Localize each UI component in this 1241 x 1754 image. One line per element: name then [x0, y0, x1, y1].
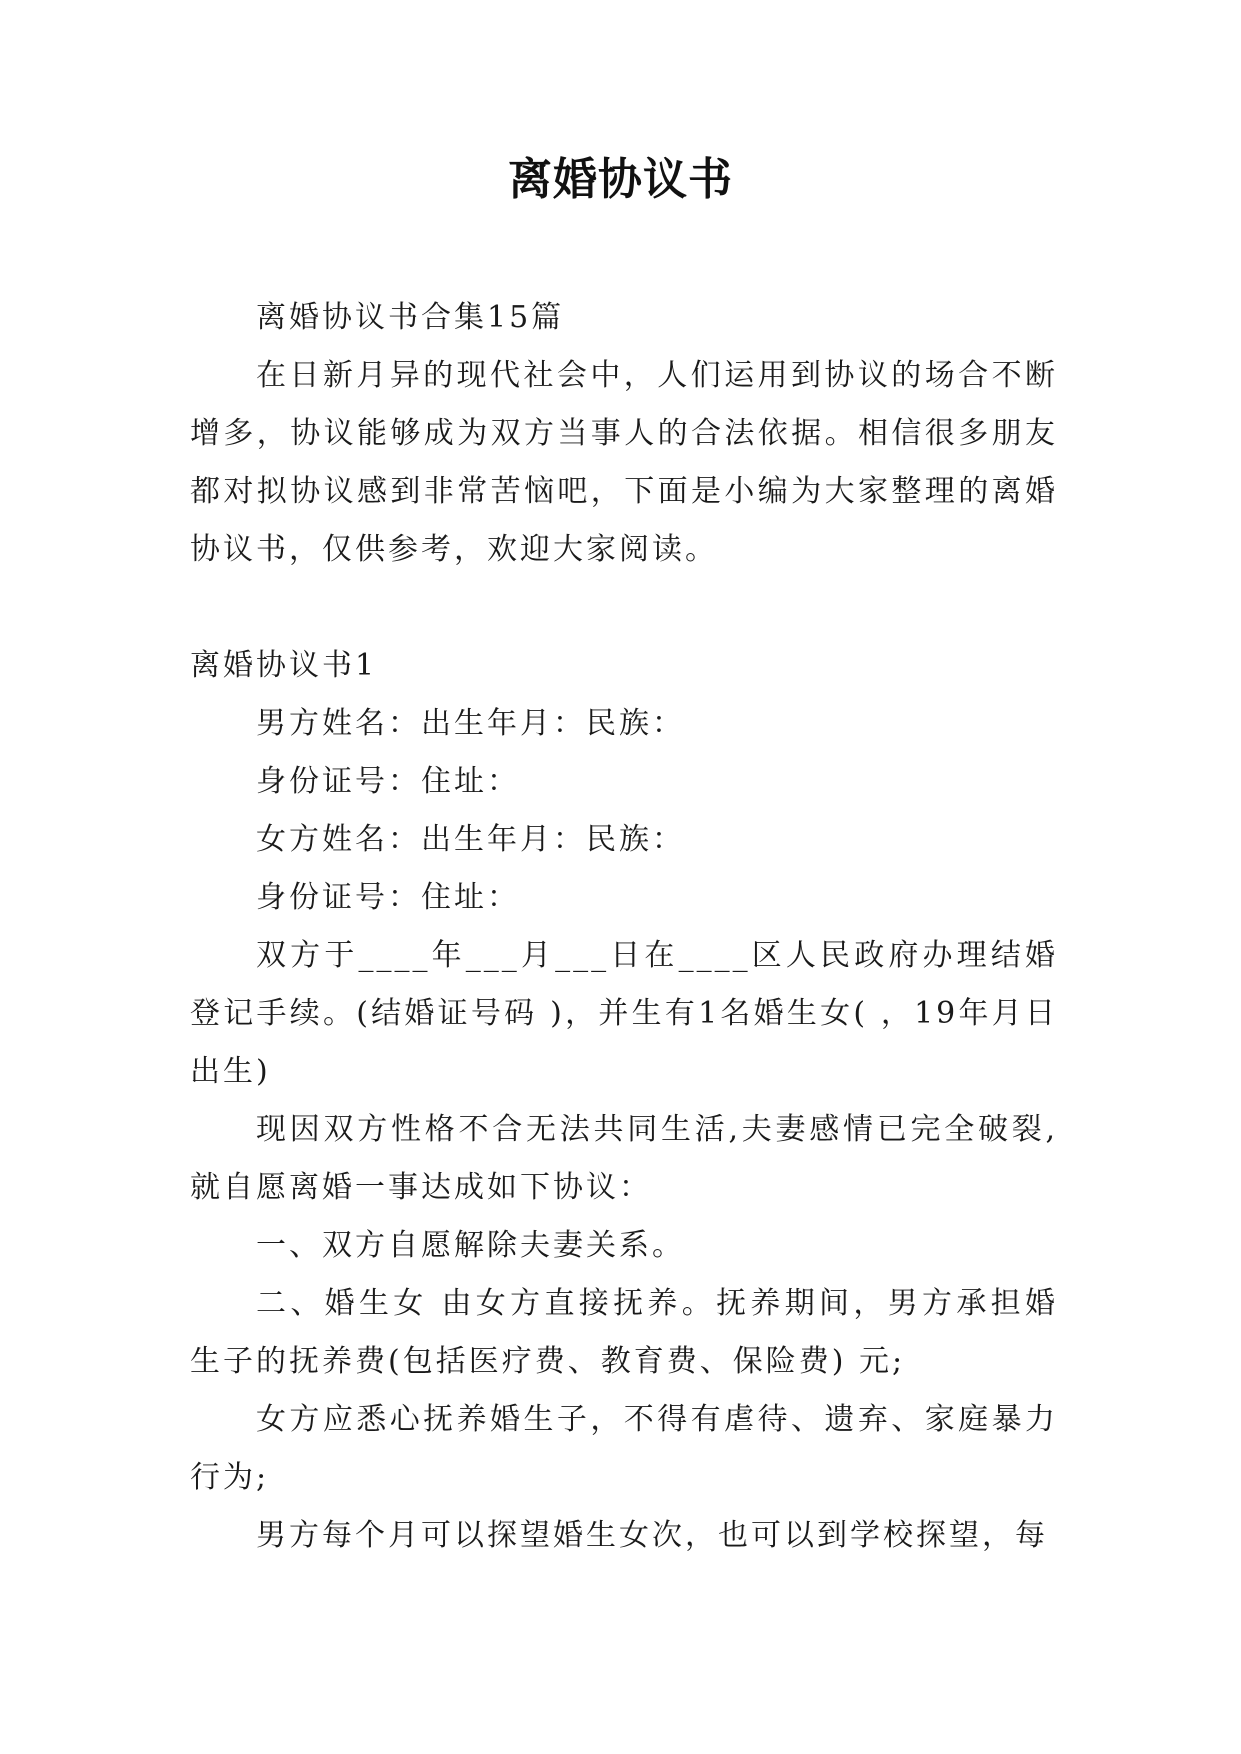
document-title: 离婚协议书 — [508, 154, 733, 205]
reason-paragraph: 现因双方性格不合无法共同生活,夫妻感情已完全破裂,就自愿离婚一事达成如下协议： — [190, 1112, 1058, 1205]
husband-id-line: 身份证号：住址： — [256, 764, 520, 799]
wife-id-line: 身份证号：住址： — [256, 880, 520, 915]
visitation-paragraph: 男方每个月可以探望婚生女次，也可以到学校探望，每 — [256, 1518, 1048, 1553]
section-heading: 离婚协议书1 — [190, 648, 378, 683]
custody-duty-paragraph: 女方应悉心抚养婚生子，不得有虐待、遗弃、家庭暴力行为; — [190, 1402, 1058, 1495]
wife-info-line: 女方姓名：出生年月：民族： — [256, 822, 685, 857]
clause-two: 二、婚生女 由女方直接抚养。抚养期间，男方承担婚生子的抚养费(包括医疗费、教育费、保险费) 元; — [190, 1286, 1058, 1379]
clause-one: 一、双方自愿解除夫妻关系。 — [256, 1228, 685, 1263]
husband-info-line: 男方姓名：出生年月：民族： — [256, 706, 685, 741]
document-body — [190, 289, 1058, 1565]
collection-heading: 离婚协议书合集15篇 — [256, 300, 565, 335]
paragraph-gap — [190, 579, 1058, 637]
intro-paragraph: 在日新月异的现代社会中，人们运用到协议的场合不断增多，协议能够成为双方当事人的合法依据。相信很多朋友都对拟协议感到非常苦恼吧，下面是小编为大家整理的离婚协议书，仅供参考，欢迎大家阅读。 — [190, 358, 1058, 567]
marriage-registration-paragraph: 双方于____年___月___日在____区人民政府办理结婚登记手续。(结婚证号码 )，并生有1名婚生女( ，19年月日出生) — [190, 938, 1058, 1089]
